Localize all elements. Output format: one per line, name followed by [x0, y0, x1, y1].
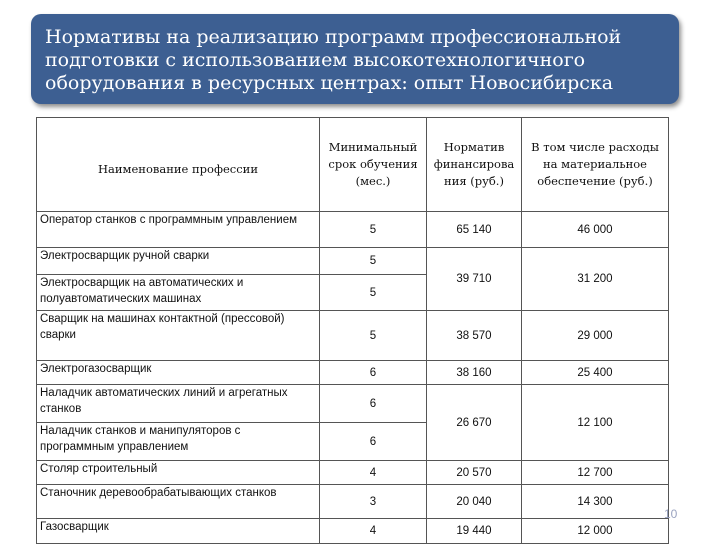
header-equipment: В том числе расходы на материальное обеспечение (руб.) — [522, 118, 669, 212]
profession-cell: Электросварщик ручной сварки — [37, 248, 320, 275]
title-line-1: Нормативы на реализацию программ профессиональной — [45, 26, 622, 48]
duration-cell: 6 — [320, 385, 427, 423]
title-line-2: подготовки с использованием высокотехнологичного — [45, 49, 586, 71]
table-row — [37, 461, 669, 485]
duration-cell: 5 — [320, 248, 427, 275]
equipment-cell: 25 400 — [522, 361, 669, 385]
title-line-3: оборудования в ресурсных центрах: опыт Новосибирска — [45, 72, 614, 94]
duration-cell: 6 — [320, 423, 427, 461]
page-number: 10 — [664, 507, 678, 521]
equipment-cell: 12 100 — [522, 385, 669, 461]
profession-cell: Станочник деревообрабатывающих станков — [37, 485, 320, 519]
header-duration: Минимальный срок обучения (мес.) — [320, 118, 427, 212]
equipment-cell: 31 200 — [522, 248, 669, 311]
duration-cell: 4 — [320, 461, 427, 485]
profession-cell: Наладчик автоматических линий и агрегатных станков — [37, 385, 320, 423]
duration-cell: 5 — [320, 212, 427, 248]
norm-cell: 19 440 — [427, 519, 522, 544]
equipment-cell: 46 000 — [522, 212, 669, 248]
table-header-row — [37, 118, 669, 212]
profession-cell: Оператор станков с программным управлением — [37, 212, 320, 248]
norm-cell: 39 710 — [427, 248, 522, 311]
table-row — [37, 485, 669, 519]
equipment-cell: 14 300 — [522, 485, 669, 519]
norm-cell: 20 570 — [427, 461, 522, 485]
equipment-cell: 12 700 — [522, 461, 669, 485]
duration-cell: 3 — [320, 485, 427, 519]
duration-cell: 5 — [320, 275, 427, 311]
equipment-cell: 29 000 — [522, 311, 669, 361]
table-row — [37, 212, 669, 248]
title-banner — [31, 14, 679, 104]
profession-cell: Наладчик станков и манипуляторов с программным управлением — [37, 423, 320, 461]
header-norm: Норматив финансирова ния (руб.) — [427, 118, 522, 212]
equipment-cell: 12 000 — [522, 519, 669, 544]
profession-cell: Столяр строительный — [37, 461, 320, 485]
table-row — [37, 361, 669, 385]
profession-cell: Сварщик на машинах контактной (прессовой) сварки — [37, 311, 320, 361]
norm-cell: 38 160 — [427, 361, 522, 385]
duration-cell: 6 — [320, 361, 427, 385]
normatives-table — [36, 117, 669, 544]
norm-cell: 26 670 — [427, 385, 522, 461]
header-profession: Наименование профессии — [37, 118, 320, 212]
profession-cell: Газосварщик — [37, 519, 320, 544]
profession-cell: Электросварщик на автоматических и полуавтоматических машинах — [37, 275, 320, 311]
table-row — [37, 311, 669, 361]
duration-cell: 4 — [320, 519, 427, 544]
norm-cell: 65 140 — [427, 212, 522, 248]
table-row — [37, 385, 669, 423]
table-row — [37, 248, 669, 275]
profession-cell: Электрогазосварщик — [37, 361, 320, 385]
norm-cell: 38 570 — [427, 311, 522, 361]
duration-cell: 5 — [320, 311, 427, 361]
norm-cell: 20 040 — [427, 485, 522, 519]
